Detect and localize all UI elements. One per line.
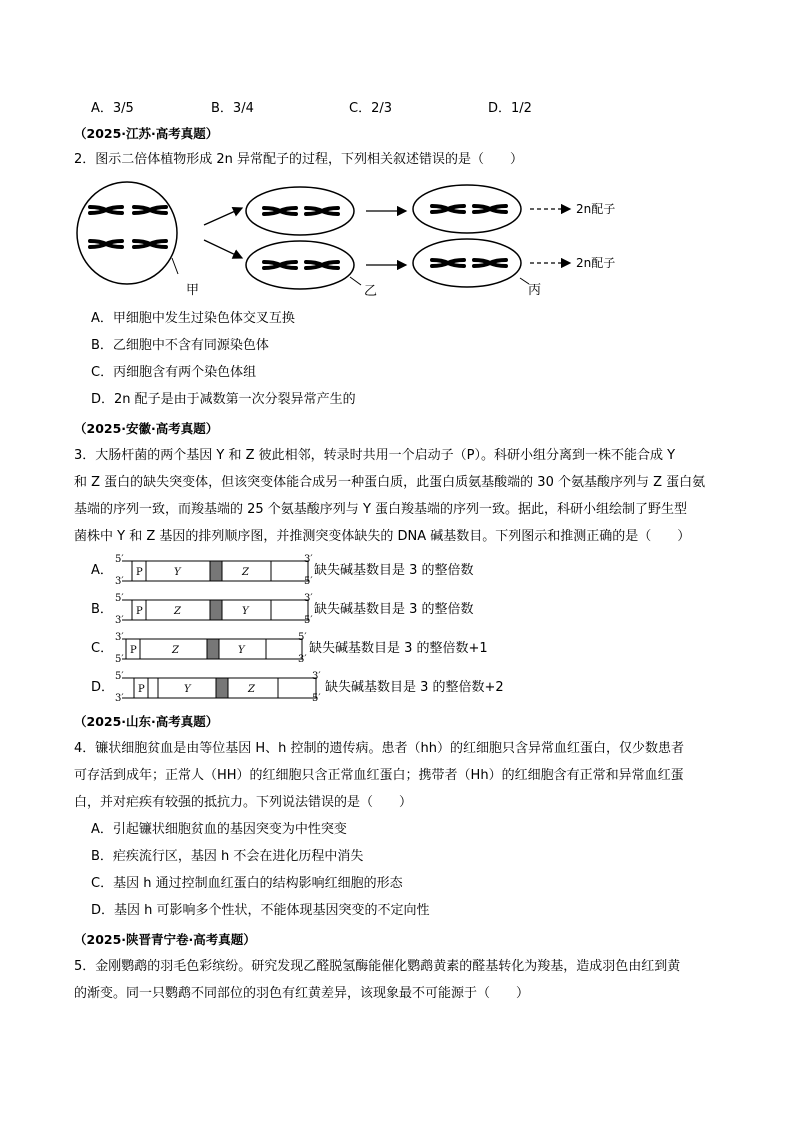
q2-option-c[interactable]: C．丙细胞含有两个染色体组 [91, 365, 257, 380]
svg-text:3′: 3′ [312, 671, 321, 682]
svg-text:Y: Y [242, 606, 249, 617]
q3-option-c-letter: C． [91, 641, 114, 656]
cell-yi-top [246, 187, 354, 235]
cell-yi-bottom [246, 241, 354, 289]
q3-option-d-text: 缺失碱基数目是 3 的整倍数+2 [325, 680, 504, 695]
q2-option-d[interactable]: D．2n 配子是由于减数第一次分裂异常产生的 [91, 392, 356, 407]
svg-text:5′: 5′ [115, 654, 124, 665]
q2-option-b[interactable]: B．乙细胞中不含有同源染色体 [91, 338, 269, 353]
svg-text:Z: Z [172, 645, 179, 656]
q3-source: （2025·安徽·高考真题） [74, 421, 219, 436]
q3-option-c-text: 缺失碱基数目是 3 的整倍数+1 [309, 641, 488, 656]
q4-stem-line-3: 白，并对疟疾有较强的抵抗力。下列说法错误的是（ ） [74, 795, 413, 810]
q2-stem: 2．图示二倍体植物形成 2n 异常配子的过程，下列相关叙述错误的是（ ） [74, 152, 524, 167]
q4-option-c[interactable]: C．基因 h 通过控制血红蛋白的结构影响红细胞的形态 [91, 876, 403, 891]
gene-map-a [112, 552, 322, 588]
q4-stem-line-2: 可存活到成年；正常人（HH）的红细胞只含正常血红蛋白；携带者（Hh）的红细胞含有正常和异常血红蛋 [74, 768, 684, 783]
svg-text:3′: 3′ [115, 576, 124, 587]
svg-text:3′: 3′ [115, 615, 124, 626]
svg-text:3′: 3′ [304, 554, 313, 565]
q1-option-c[interactable]: C．2/3 [349, 101, 392, 116]
cell-bing-top [413, 185, 521, 233]
q3-stem-line-2: 和 Z 蛋白的缺失突变体，但该突变体能合成另一种蛋白质，此蛋白质氨基酸端的 30 个氨基酸序列与 Z 蛋白氨 [74, 475, 706, 490]
label-yi: 乙 [364, 284, 378, 298]
gene-map-d [112, 669, 328, 705]
q3-stem-line-4: 菌株中 Y 和 Z 基因的排列顺序图，并推测突变体缺失的 DNA 碱基数目。下列图示和推测正确的是（ ） [74, 529, 691, 544]
q5-stem-line-1: 5．金刚鹦鹉的羽毛色彩缤纷。研究发现乙醛脱氢酶能催化鹦鹉黄素的醛基转化为羧基，造成羽色由红到黄 [74, 959, 681, 974]
svg-text:Y: Y [238, 645, 245, 656]
q3-option-a-letter: A． [91, 563, 113, 578]
svg-text:P: P [136, 567, 143, 578]
svg-text:5′: 5′ [304, 576, 313, 587]
q4-option-a[interactable]: A．引起镰状细胞贫血的基因突变为中性突变 [91, 822, 347, 837]
svg-text:Z: Z [248, 684, 255, 695]
q5-stem-line-2: 的渐变。同一只鹦鹉不同部位的羽色有红黄差异，该现象最不可能源于（ ） [74, 986, 530, 1001]
svg-text:3′: 3′ [298, 654, 307, 665]
q3-stem-line-3: 基端的序列一致，而羧基端的 25 个氨基酸序列与 Y 蛋白羧基端的序列一致。据此，科研小组绘制了野生型 [74, 502, 688, 517]
gamete-bottom-label: 2n配子 [576, 256, 616, 270]
svg-text:5′: 5′ [312, 693, 321, 704]
svg-text:P: P [136, 606, 143, 617]
q5-source: （2025·陕晋青宁卷·高考真题） [74, 932, 256, 947]
label-jia: 甲 [186, 283, 200, 298]
gene-map-b [112, 591, 322, 627]
q4-source: （2025·山东·高考真题） [74, 714, 219, 729]
q3-option-b-text: 缺失碱基数目是 3 的整倍数 [314, 602, 474, 617]
q3-option-b-letter: B． [91, 602, 113, 617]
q4-option-b[interactable]: B．疟疾流行区，基因 h 不会在进化历程中消失 [91, 849, 364, 864]
q1-option-b[interactable]: B．3/4 [211, 101, 254, 116]
q3-stem-line-1: 3．大肠杆菌的两个基因 Y 和 Z 彼此相邻，转录时共用一个启动子（P）。科研小组分离到一株不能合成 Y [74, 448, 676, 463]
cell-bing-bottom [413, 239, 521, 287]
q1-option-d[interactable]: D．1/2 [488, 101, 532, 116]
svg-text:Y: Y [174, 567, 181, 578]
svg-text:5′: 5′ [115, 671, 124, 682]
svg-text:3′: 3′ [115, 693, 124, 704]
meiosis-figure [74, 178, 674, 298]
svg-text:3′: 3′ [115, 632, 124, 643]
q2-source: （2025·江苏·高考真题） [74, 126, 219, 141]
label-bing: 丙 [528, 283, 542, 298]
svg-text:P: P [130, 645, 137, 656]
svg-text:Z: Z [174, 606, 181, 617]
svg-text:5′: 5′ [298, 632, 307, 643]
svg-text:5′: 5′ [115, 593, 124, 604]
svg-text:5′: 5′ [304, 615, 313, 626]
cell-jia [77, 182, 177, 284]
svg-text:3′: 3′ [304, 593, 313, 604]
q4-option-d[interactable]: D．基因 h 可影响多个性状，不能体现基因突变的不定向性 [91, 903, 430, 918]
q3-option-d-letter: D． [91, 680, 115, 695]
svg-text:5′: 5′ [115, 554, 124, 565]
q3-option-a-text: 缺失碱基数目是 3 的整倍数 [314, 563, 474, 578]
svg-text:Y: Y [184, 684, 191, 695]
q2-option-a[interactable]: A．甲细胞中发生过染色体交叉互换 [91, 311, 295, 326]
q4-stem-line-1: 4．镰状细胞贫血是由等位基因 H、h 控制的遗传病。患者（hh）的红细胞只含异常血红蛋白，仅少数患者 [74, 741, 685, 756]
gene-map-c [112, 630, 322, 666]
gamete-top-label: 2n配子 [576, 202, 616, 216]
q1-option-a[interactable]: A．3/5 [91, 101, 134, 116]
svg-text:P: P [138, 684, 145, 695]
svg-text:Z: Z [242, 567, 249, 578]
